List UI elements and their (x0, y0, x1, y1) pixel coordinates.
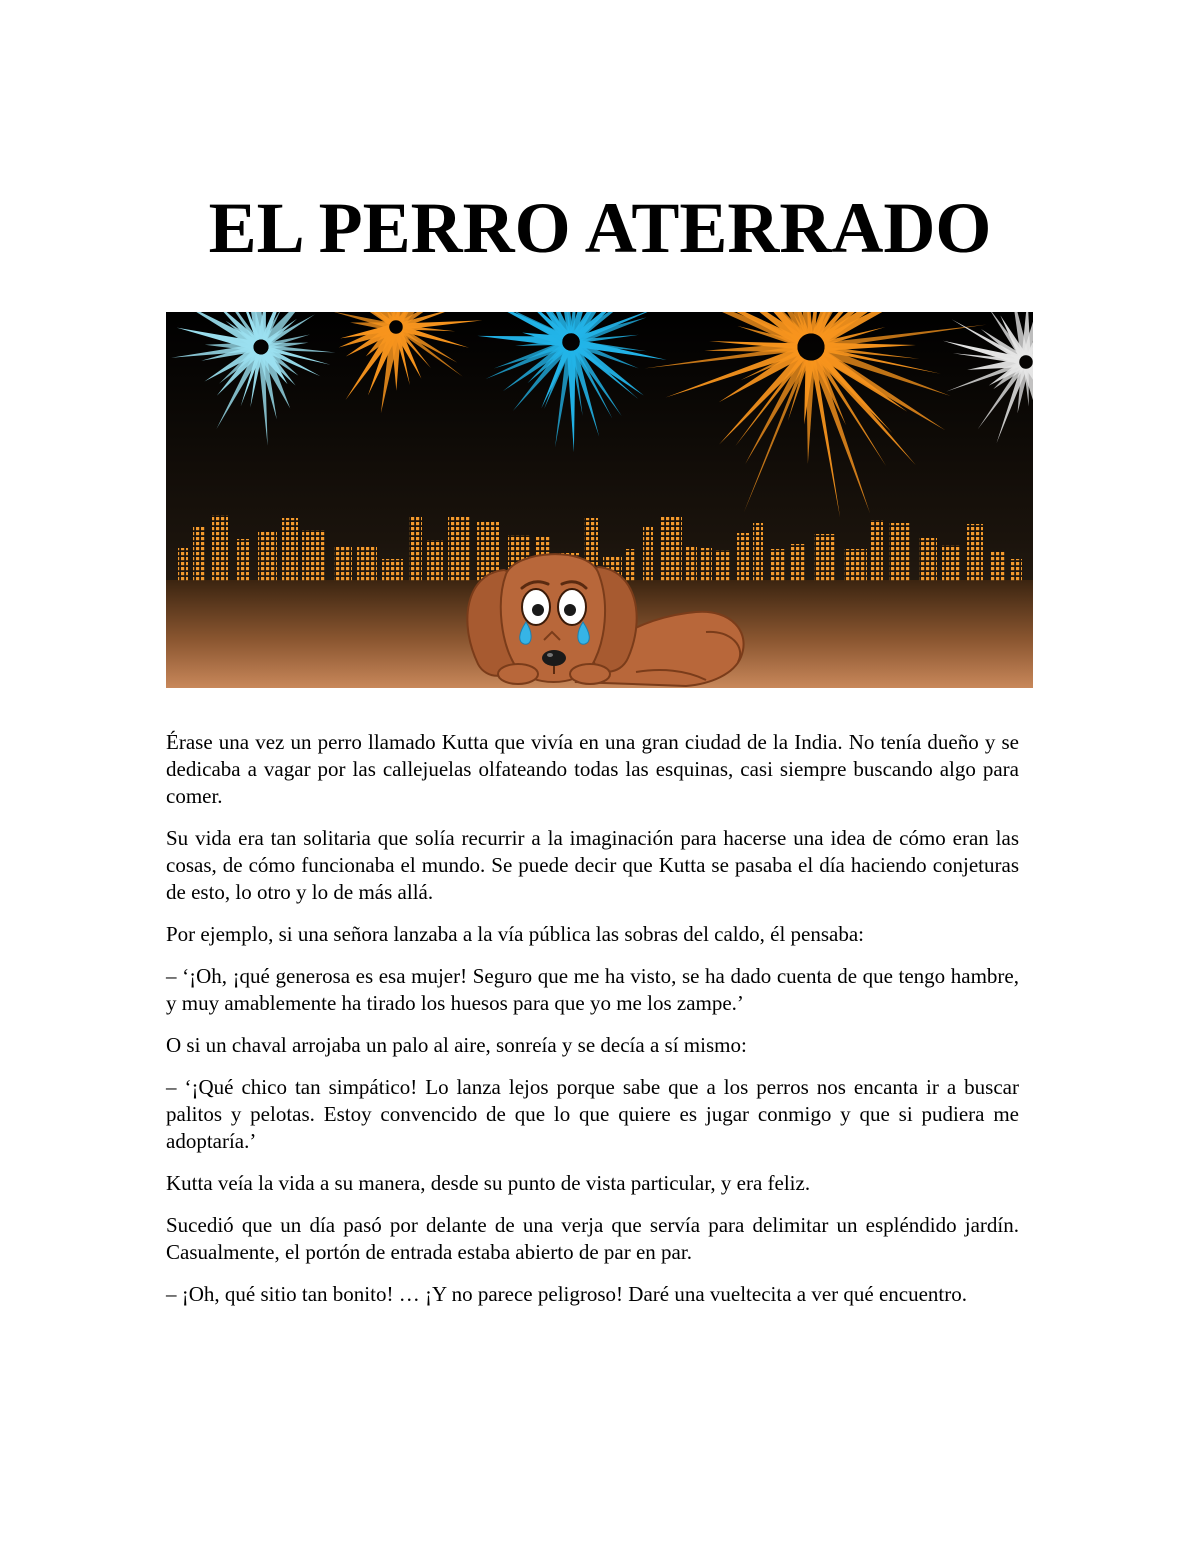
building (701, 548, 712, 582)
building (686, 546, 697, 582)
building (967, 524, 983, 582)
building (626, 549, 636, 582)
building (409, 516, 422, 582)
story-paragraph: O si un chaval arrojaba un palo al aire, sonreía y se decía a sí mismo: (166, 1033, 747, 1057)
building (258, 531, 277, 582)
building (844, 549, 867, 582)
building (660, 517, 682, 582)
story-paragraph: Érase una vez un perro llamado Kutta que vivía en una gran ciudad de la India. No tenía dueño y se dedicaba a vagar por las callejuelas olfateando todas las esquinas, casi siempre buscando algo para comer. (166, 730, 1019, 808)
story-illustration (166, 312, 1033, 688)
building (753, 523, 763, 582)
story-paragraph: Su vida era tan solitaria que solía recurrir a la imaginación para hacerse una idea de cómo eran las cosas, de cómo funcionaba el mundo. Se puede decir que Kutta se pasaba el día haciendo conjeturas de esto, lo otro y lo de más allá. (166, 826, 1019, 904)
story-paragraph: Por ejemplo, si una señora lanzaba a la vía pública las sobras del caldo, él pensaba: (166, 922, 865, 946)
building (448, 517, 470, 582)
story-paragraph: Sucedió que un día pasó por delante de una verja que servía para delimitar un espléndido jardín. Casualmente, el portón de entrada estaba abierto de par en par. (166, 1213, 1019, 1264)
building (212, 515, 228, 582)
building (334, 547, 352, 582)
building (382, 559, 403, 582)
story-paragraph: – ¡Oh, qué sitio tan bonito! … ¡Y no parece peligroso! Daré una vueltecita a ver qué encuentro. (166, 1282, 968, 1306)
story-title: EL PERRO ATERRADO (208, 188, 992, 268)
building (919, 538, 937, 582)
story-paragraph: Kutta veía la vida a su manera, desde su punto de vista particular, y era feliz. (166, 1171, 811, 1195)
building (178, 548, 188, 582)
building (716, 550, 730, 582)
story-paragraph: – ‘¡Oh, ¡qué generosa es esa mujer! Seguro que me ha visto, se ha dado cuenta de que tengo hambre, y muy amablemente ha tirado los huesos para que yo me los zampe.’ (166, 964, 1019, 1015)
building (990, 552, 1006, 582)
building (237, 539, 249, 582)
building (942, 545, 961, 582)
building (771, 549, 785, 582)
building (282, 518, 298, 582)
building (871, 520, 883, 582)
story-paragraph: – ‘¡Qué chico tan simpático! Lo lanza lejos porque sabe que a los perros nos encanta ir a buscar palitos y pelotas. Estoy convencido de que lo que quiere es jugar conmigo y que si pudiera me adoptaría.’ (166, 1075, 1019, 1153)
building (790, 544, 806, 582)
building (302, 530, 325, 582)
building (737, 533, 749, 582)
building (427, 540, 443, 582)
building (889, 523, 911, 582)
building (357, 547, 377, 582)
story-body (166, 729, 1019, 1323)
building (193, 527, 206, 582)
building (643, 527, 653, 582)
building (1011, 559, 1022, 582)
building (814, 534, 835, 582)
